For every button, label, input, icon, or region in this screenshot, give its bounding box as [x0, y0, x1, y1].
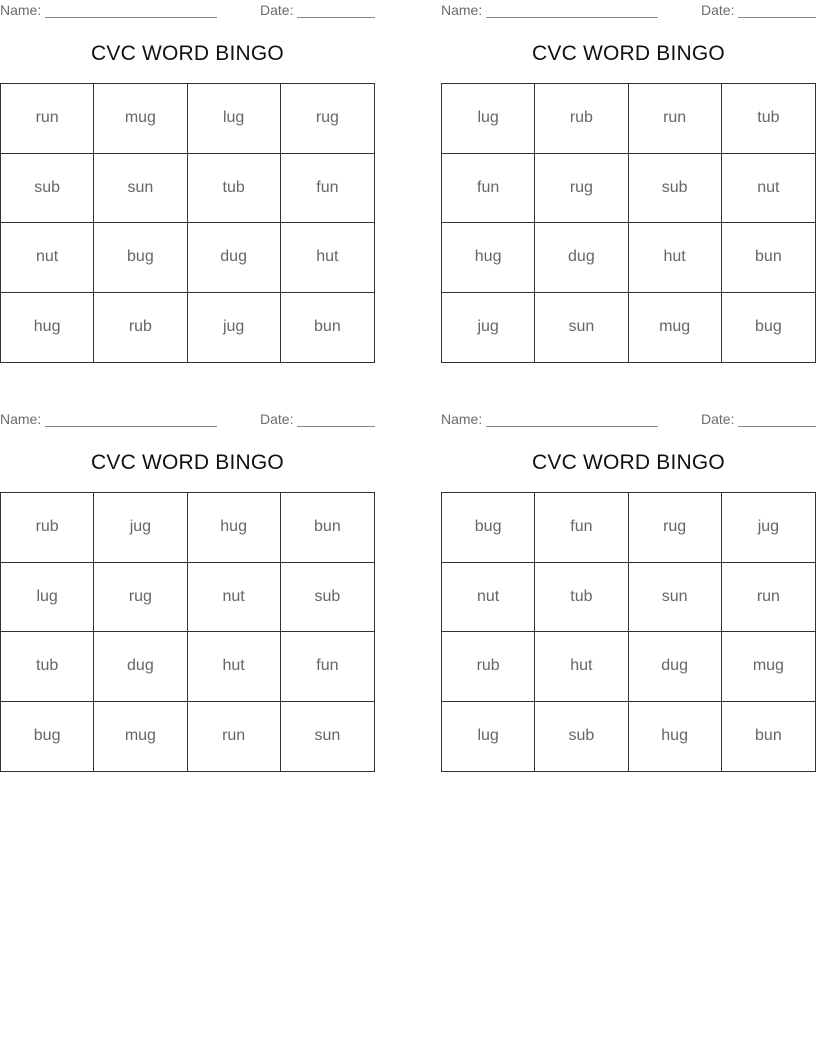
bingo-cell[interactable]: tub: [535, 563, 628, 633]
bingo-grid: [441, 83, 816, 363]
date-label: Date:: [701, 2, 735, 18]
bingo-cell[interactable]: run: [722, 563, 815, 633]
bingo-cell[interactable]: dug: [535, 223, 628, 293]
bingo-cell[interactable]: rub: [1, 493, 94, 563]
bingo-cell[interactable]: mug: [94, 702, 187, 772]
bingo-cell[interactable]: hug: [629, 702, 722, 772]
bingo-cell[interactable]: lug: [442, 84, 535, 154]
name-date-line: [0, 2, 375, 20]
bingo-cell[interactable]: fun: [442, 154, 535, 224]
card-title: CVC WORD BINGO: [532, 451, 725, 474]
bingo-cell[interactable]: sun: [314, 727, 341, 745]
bingo-cell[interactable]: run: [188, 702, 281, 772]
bingo-cell[interactable]: sub: [281, 563, 374, 633]
date-label: Date:: [260, 2, 294, 18]
bingo-cell[interactable]: rug: [535, 154, 628, 224]
bingo-cell[interactable]: tub: [722, 84, 815, 154]
bingo-cell[interactable]: sub: [629, 154, 722, 224]
bingo-cell[interactable]: bun: [281, 493, 374, 563]
bingo-cell[interactable]: fun: [281, 632, 374, 702]
date-label: Date:: [701, 411, 735, 427]
date-blank[interactable]: [738, 426, 816, 427]
name-date-line: [441, 411, 816, 429]
bingo-cell[interactable]: bug: [94, 223, 187, 293]
bingo-cell[interactable]: fun: [281, 154, 374, 224]
bingo-cell[interactable]: nut: [1, 223, 94, 293]
bingo-cell[interactable]: bug: [755, 318, 782, 336]
bingo-cell[interactable]: sub: [1, 154, 94, 224]
bingo-cell[interactable]: dug: [188, 223, 281, 293]
bingo-grid: [0, 83, 375, 363]
bingo-cell[interactable]: sun: [94, 154, 187, 224]
bingo-cell[interactable]: jug: [94, 493, 187, 563]
bingo-cell[interactable]: hut: [629, 223, 722, 293]
bingo-cell[interactable]: lug: [442, 702, 535, 772]
bingo-cell[interactable]: bun: [755, 727, 782, 745]
name-label: Name:: [441, 411, 483, 427]
bingo-cell[interactable]: rub: [94, 293, 187, 363]
name-date-line: [441, 2, 816, 20]
bingo-cell[interactable]: lug: [1, 563, 94, 633]
name-blank[interactable]: [486, 17, 658, 18]
bingo-cell[interactable]: bug: [442, 493, 535, 563]
bingo-cell[interactable]: hut: [535, 632, 628, 702]
bingo-cell[interactable]: mug: [94, 84, 187, 154]
name-blank[interactable]: [45, 17, 217, 18]
bingo-cell[interactable]: dug: [629, 632, 722, 702]
bingo-cell[interactable]: dug: [94, 632, 187, 702]
card-title: CVC WORD BINGO: [91, 42, 284, 65]
name-blank[interactable]: [45, 426, 217, 427]
card-title: CVC WORD BINGO: [532, 42, 725, 65]
bingo-cell[interactable]: sub: [535, 702, 628, 772]
date-blank[interactable]: [738, 17, 816, 18]
bingo-cell[interactable]: run: [1, 84, 94, 154]
bingo-cell[interactable]: rub: [535, 84, 628, 154]
card-title: CVC WORD BINGO: [91, 451, 284, 474]
bingo-cell[interactable]: lug: [188, 84, 281, 154]
bingo-cell[interactable]: rub: [442, 632, 535, 702]
bingo-cell[interactable]: hut: [188, 632, 281, 702]
bingo-cell[interactable]: hug: [1, 293, 94, 363]
bingo-cell[interactable]: tub: [1, 632, 94, 702]
bingo-cell[interactable]: tub: [188, 154, 281, 224]
bingo-cell[interactable]: sun: [629, 563, 722, 633]
bingo-cell[interactable]: bug: [1, 702, 94, 772]
name-label: Name:: [0, 2, 42, 18]
name-label: Name:: [441, 2, 483, 18]
name-label: Name:: [0, 411, 42, 427]
bingo-grid: [441, 492, 816, 772]
bingo-cell[interactable]: fun: [535, 493, 628, 563]
name-date-line: [0, 411, 375, 429]
bingo-cell[interactable]: hut: [281, 223, 374, 293]
bingo-cell[interactable]: hug: [188, 493, 281, 563]
date-label: Date:: [260, 411, 294, 427]
bingo-cell[interactable]: bun: [314, 318, 341, 336]
bingo-cell[interactable]: rug: [94, 563, 187, 633]
bingo-cell[interactable]: run: [629, 84, 722, 154]
date-blank[interactable]: [297, 17, 375, 18]
bingo-cell[interactable]: jug: [188, 293, 281, 363]
bingo-cell[interactable]: nut: [442, 563, 535, 633]
bingo-cell[interactable]: jug: [442, 293, 535, 363]
bingo-cell[interactable]: mug: [629, 293, 722, 363]
bingo-cell[interactable]: sun: [535, 293, 628, 363]
bingo-cell[interactable]: jug: [722, 493, 815, 563]
name-blank[interactable]: [486, 426, 658, 427]
bingo-cell[interactable]: nut: [188, 563, 281, 633]
date-blank[interactable]: [297, 426, 375, 427]
bingo-grid: [0, 492, 375, 772]
bingo-cell[interactable]: rug: [629, 493, 722, 563]
bingo-cell[interactable]: hug: [442, 223, 535, 293]
bingo-cell[interactable]: mug: [722, 632, 815, 702]
bingo-cell[interactable]: bun: [722, 223, 815, 293]
bingo-cell[interactable]: nut: [722, 154, 815, 224]
bingo-cell[interactable]: rug: [281, 84, 374, 154]
